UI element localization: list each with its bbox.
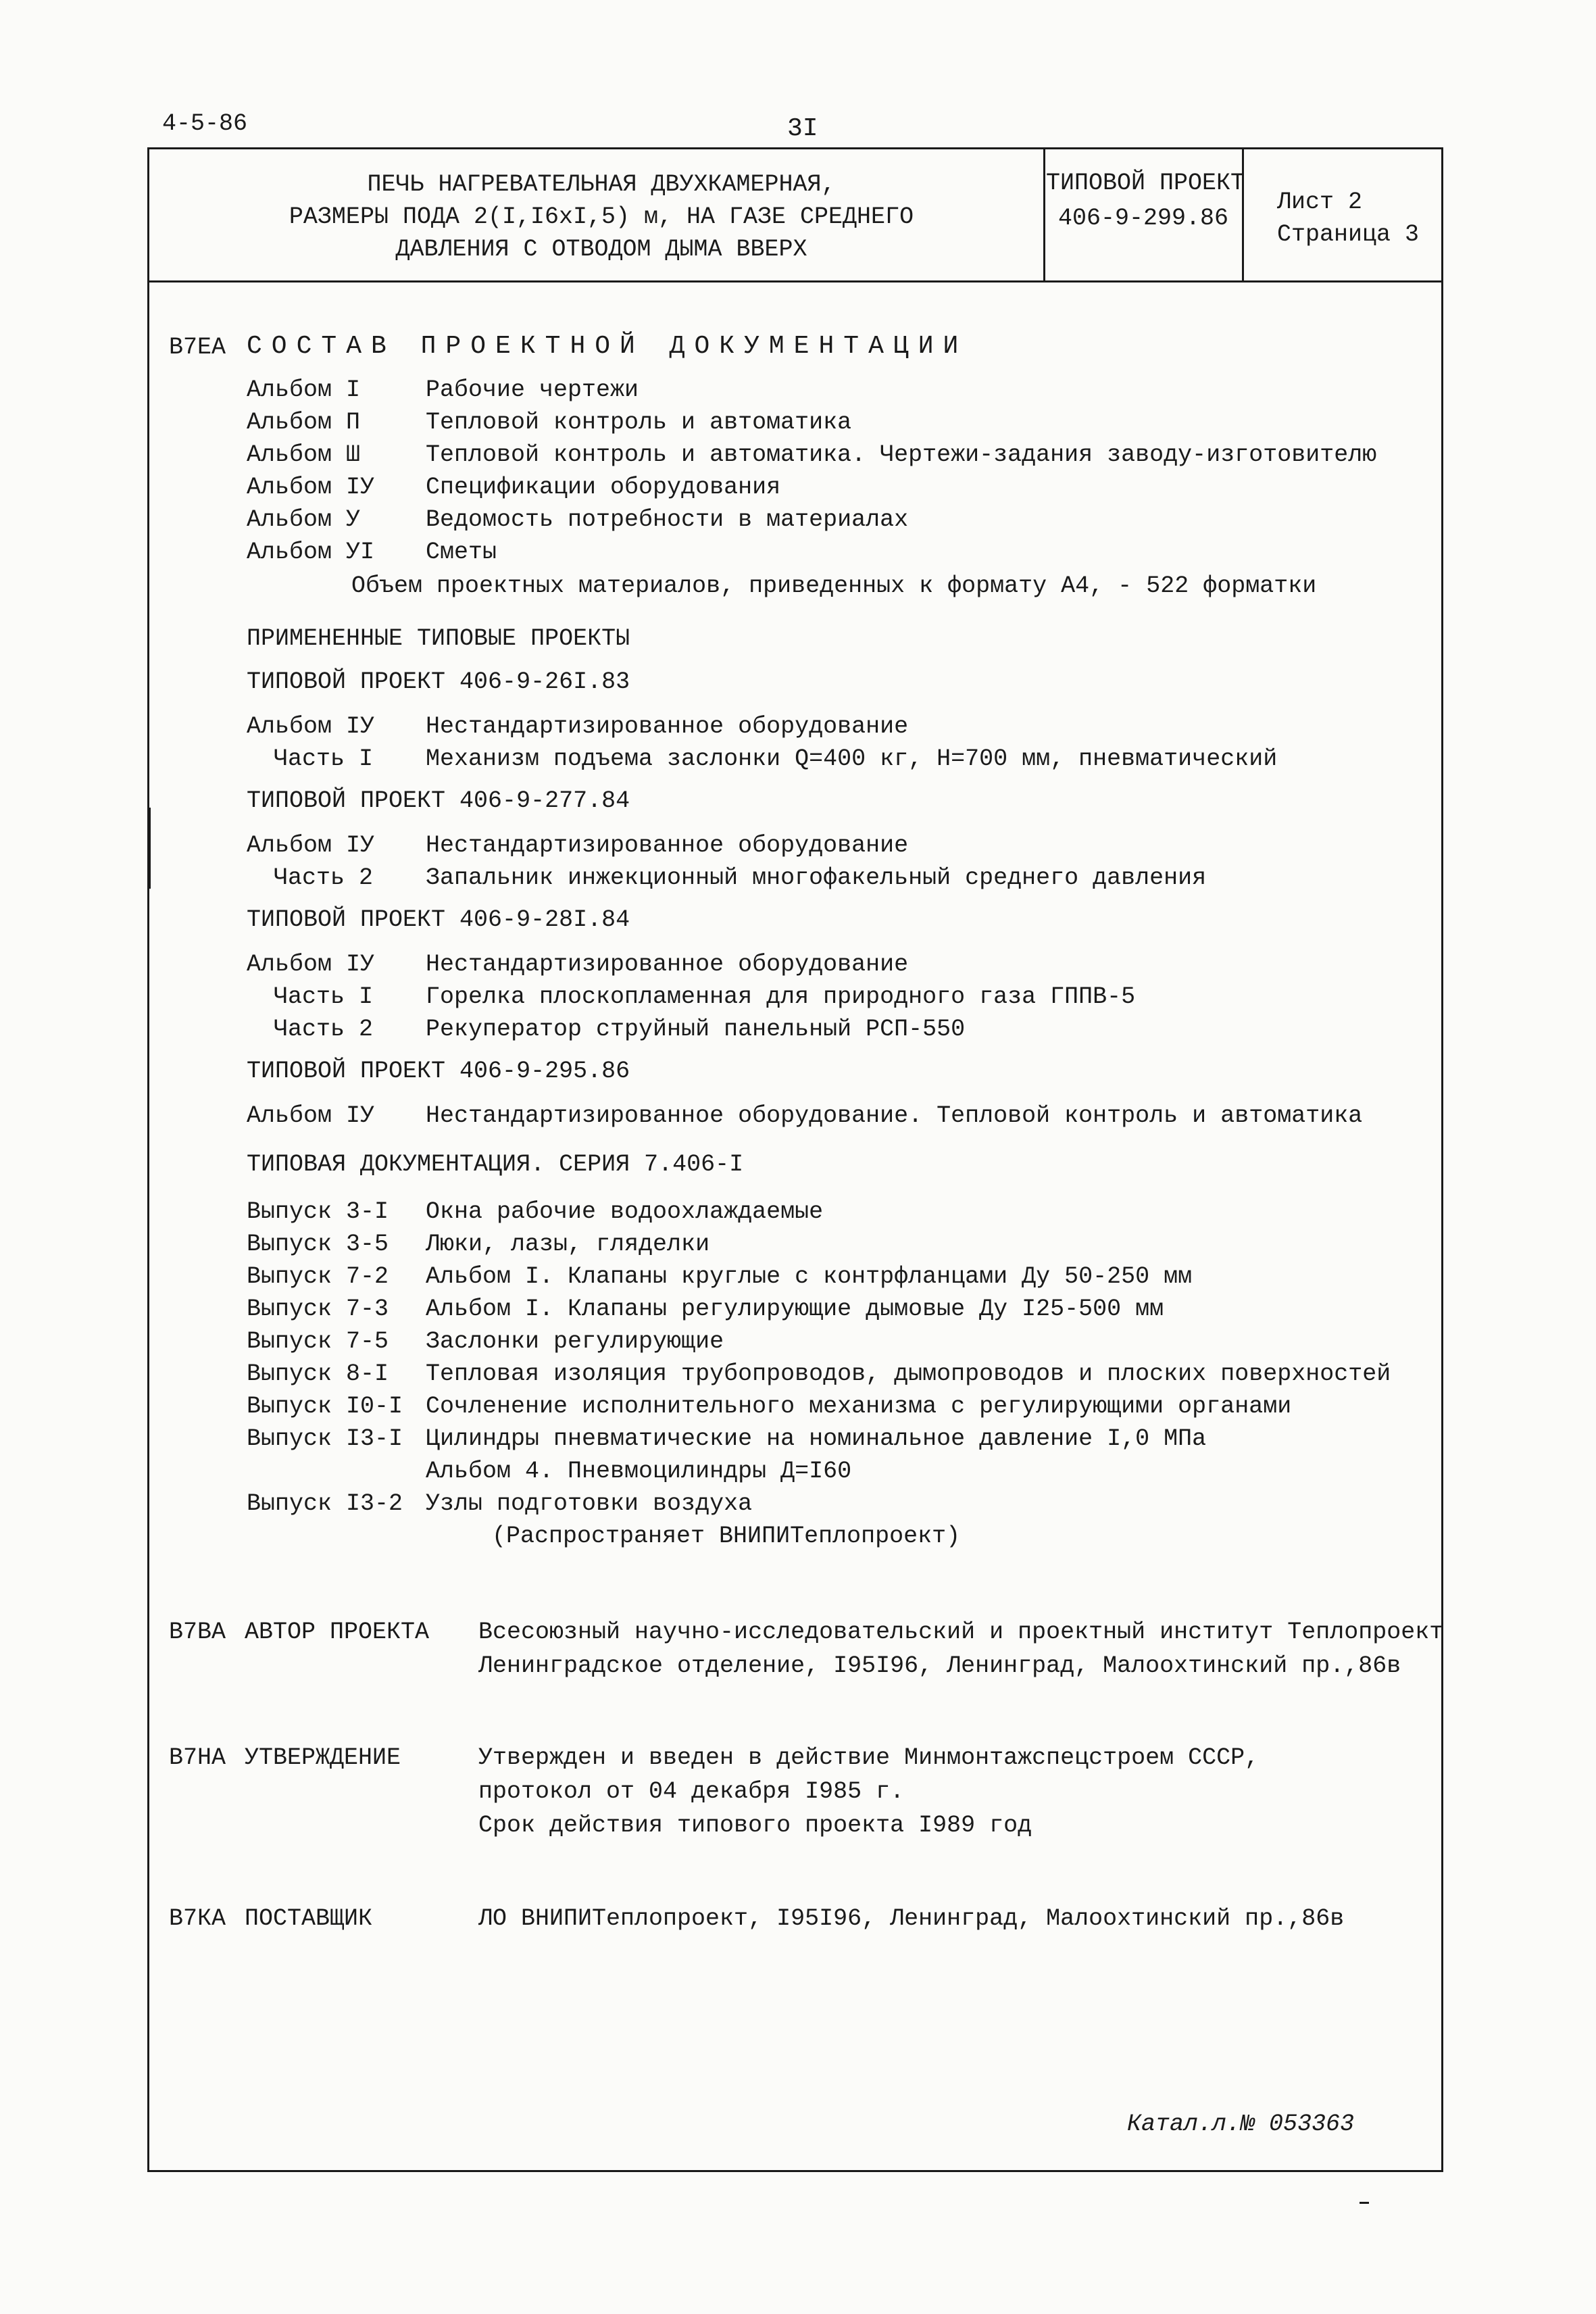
supplier-label: ПОСТАВЩИК: [245, 1905, 373, 1932]
album-label: Альбом УI: [247, 539, 375, 566]
album-label: Альбом IУ: [247, 1102, 375, 1129]
issue-label: Выпуск 7-3: [247, 1296, 389, 1323]
issue-text: Сочленение исполнительного механизма с регулирующими органами: [426, 1393, 1292, 1420]
header-divider: [147, 280, 1443, 282]
author-line: Всесоюзный научно-исследовательский и проектный институт Теплопроект: [478, 1619, 1444, 1646]
series-heading: ТИПОВАЯ ДОКУМЕНТАЦИЯ. СЕРИЯ 7.406-I: [247, 1151, 744, 1178]
album-label: Альбом IУ: [247, 832, 375, 859]
album-label: Альбом I: [247, 376, 361, 403]
project-number: 406-9-299.86: [1057, 205, 1229, 232]
issue-text: Тепловая изоляция трубопроводов, дымопроводов и плоских поверхностей: [426, 1360, 1391, 1387]
part-label: Часть 2: [274, 864, 374, 891]
issue-text: Заслонки регулирующие: [426, 1328, 724, 1355]
applied-heading: ПРИМЕНЕННЫЕ ТИПОВЫЕ ПРОЕКТЫ: [247, 625, 630, 652]
issue-label: Выпуск 8-I: [247, 1360, 389, 1387]
project-title: ТИПОВОЙ ПРОЕКТ 406-9-28I.84: [247, 906, 630, 933]
project-title: ТИПОВОЙ ПРОЕКТ 406-9-277.84: [247, 787, 630, 814]
album-text: Тепловой контроль и автоматика. Чертежи-задания заводу-изготовителю: [426, 441, 1377, 468]
supplier-code: В7КА: [169, 1905, 226, 1932]
album-label: Альбом IУ: [247, 713, 375, 740]
part-text: Механизм подъема заслонки Q=400 кг, Н=700 мм, пневматический: [426, 745, 1278, 772]
author-label: АВТОР ПРОЕКТА: [245, 1619, 430, 1646]
page-number: 3I: [787, 114, 818, 143]
issue-text: Альбом I. Клапаны круглые с контрфланцами Ду 50-250 мм: [426, 1263, 1193, 1290]
page-label: Страница 3: [1277, 221, 1420, 248]
author-code: В7ВА: [169, 1619, 226, 1646]
project-title: ТИПОВОЙ ПРОЕКТ 406-9-26I.83: [247, 668, 630, 695]
album-text: Нестандартизированное оборудование: [426, 832, 909, 859]
volume-note: Объем проектных материалов, приведенных к формату А4, - 522 форматки: [351, 572, 1317, 599]
issue-text: Окна рабочие водоохлаждаемые: [426, 1198, 824, 1225]
approval-code: В7НА: [169, 1744, 226, 1771]
issue-label: Выпуск 3-5: [247, 1231, 389, 1258]
issue-label: Выпуск I3-I: [247, 1425, 403, 1452]
issue-label: Выпуск 3-I: [247, 1198, 389, 1225]
album-label: Альбом IУ: [247, 474, 375, 501]
issue-text: Альбом 4. Пневмоцилиндры Д=I60: [426, 1458, 852, 1485]
part-text: Запальник инжекционный многофакельный среднего давления: [426, 864, 1207, 891]
catalog-number: Катал.л.№ 053363: [1127, 2111, 1355, 2138]
supplier-line: ЛО ВНИПИТеплопроект, I95I96, Ленинград, Малоохтинский пр.,86в: [478, 1905, 1345, 1932]
issue-label: Выпуск I3-2: [247, 1490, 403, 1517]
album-label: Альбом Ш: [247, 441, 361, 468]
part-label: Часть 2: [274, 1016, 374, 1043]
approval-line: протокол от 04 декабря I985 г.: [478, 1778, 905, 1805]
part-text: Рекуператор струйный панельный РСП-550: [426, 1016, 966, 1043]
project-title: ТИПОВОЙ ПРОЕКТ 406-9-295.86: [247, 1058, 630, 1085]
album-text: Тепловой контроль и автоматика: [426, 409, 852, 436]
part-label: Часть I: [274, 745, 374, 772]
issue-text: Узлы подготовки воздуха: [426, 1490, 753, 1517]
issue-label: Выпуск 7-2: [247, 1263, 389, 1290]
part-text: Горелка плоскопламенная для природного газа ГППВ-5: [426, 983, 1136, 1010]
header-title-line: РАЗМЕРЫ ПОДА 2(I,I6xI,5) м, НА ГАЗЕ СРЕДНЕГО: [289, 203, 914, 230]
album-label: Альбом IУ: [247, 951, 375, 978]
project-label: ТИПОВОЙ ПРОЕКТ: [1046, 170, 1245, 197]
corner-mark: [1360, 2202, 1369, 2204]
header-title-line: ПЕЧЬ НАГРЕВАТЕЛЬНАЯ ДВУХКАМЕРНАЯ,: [367, 171, 836, 198]
album-text: Нестандартизированное оборудование. Тепловой контроль и автоматика: [426, 1102, 1363, 1129]
approval-label: УТВЕРЖДЕНИЕ: [245, 1744, 401, 1771]
album-text: Нестандартизированное оборудование: [426, 951, 909, 978]
margin-mark: [149, 808, 151, 889]
album-text: Спецификации оборудования: [426, 474, 781, 501]
approval-line: Утвержден и введен в действие Минмонтажспецстроем СССР,: [478, 1744, 1260, 1771]
issue-label: Выпуск 7-5: [247, 1328, 389, 1355]
header-separator-2: [1242, 147, 1244, 282]
header-separator-1: [1043, 147, 1045, 282]
section-title: СОСТАВ ПРОЕКТНОЙ ДОКУМЕНТАЦИИ: [247, 332, 968, 361]
album-text: Ведомость потребности в материалах: [426, 506, 909, 533]
issue-label: Выпуск I0-I: [247, 1393, 403, 1420]
sheet-label: Лист 2: [1277, 189, 1363, 216]
section-code: В7ЕА: [169, 334, 226, 361]
issue-text: Альбом I. Клапаны регулирующие дымовые Ду I25-500 мм: [426, 1296, 1164, 1323]
album-label: Альбом П: [247, 409, 361, 436]
issue-text: Люки, лазы, гляделки: [426, 1231, 710, 1258]
album-text: Нестандартизированное оборудование: [426, 713, 909, 740]
album-text: Рабочие чертежи: [426, 376, 639, 403]
approval-line: Срок действия типового проекта I989 год: [478, 1812, 1032, 1839]
issue-text: Цилиндры пневматические на номинальное давление I,0 МПа: [426, 1425, 1207, 1452]
document-date: 4-5-86: [162, 110, 248, 137]
album-label: Альбом У: [247, 506, 361, 533]
album-text: Сметы: [426, 539, 497, 566]
distributor-note: (Распространяет ВНИПИТеплопроект): [492, 1523, 961, 1550]
header-title-line: ДАВЛЕНИЯ С ОТВОДОМ ДЫМА ВВЕРХ: [395, 236, 807, 263]
part-label: Часть I: [274, 983, 374, 1010]
author-line: Ленинградское отделение, I95I96, Ленинград, Малоохтинский пр.,86в: [478, 1652, 1401, 1679]
